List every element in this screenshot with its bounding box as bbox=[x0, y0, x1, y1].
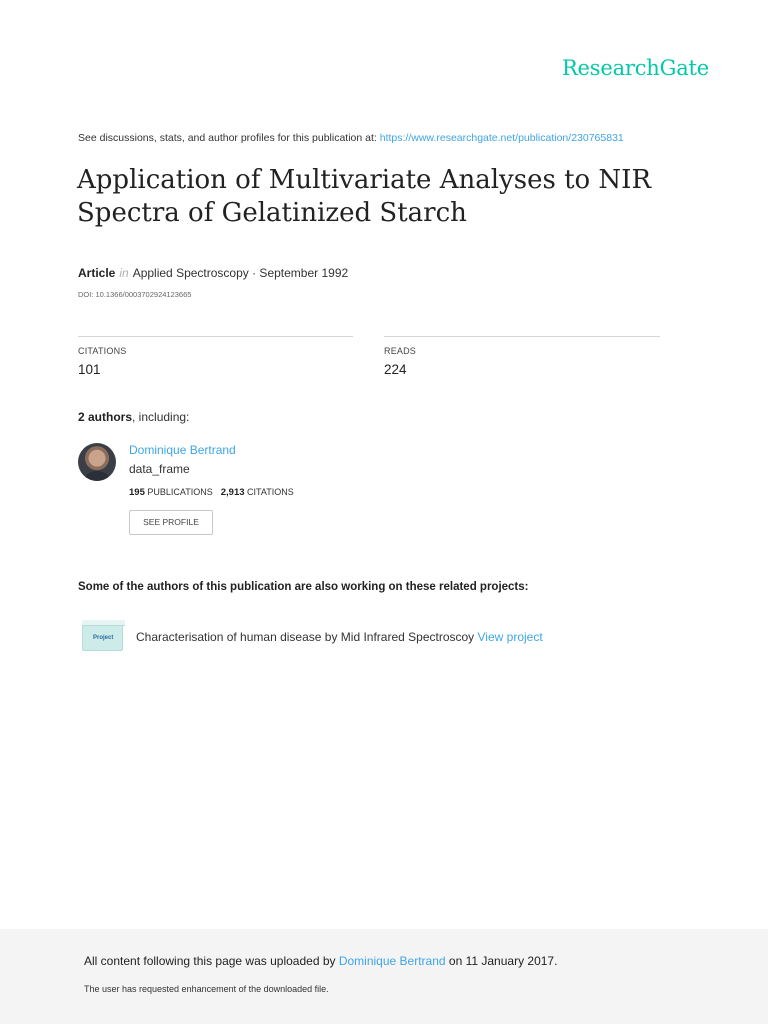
discussion-prefix: See discussions, stats, and author profiles for this publication at: bbox=[78, 132, 380, 144]
project-badge bbox=[82, 620, 123, 651]
citations-label: CITATIONS bbox=[78, 346, 127, 356]
authors-heading bbox=[78, 410, 189, 424]
enhancement-note: The user has requested enhancement of the downloaded file. bbox=[84, 984, 329, 994]
publication-url-link[interactable]: https://www.researchgate.net/publication/230765831 bbox=[379, 132, 624, 144]
footer-panel bbox=[0, 929, 768, 1024]
publication-meta bbox=[78, 266, 348, 280]
project-item bbox=[136, 630, 543, 644]
upload-prefix: All content following this page was uploaded by bbox=[84, 954, 339, 968]
author-name-link[interactable]: Dominique Bertrand bbox=[129, 443, 236, 457]
upload-suffix: on 11 January 2017. bbox=[445, 954, 558, 968]
researchgate-logo[interactable]: ResearchGate bbox=[561, 56, 709, 80]
uploader-link[interactable]: Dominique Bertrand bbox=[338, 954, 446, 968]
citations-divider bbox=[78, 336, 353, 337]
author-institution: data_frame bbox=[129, 462, 190, 476]
discussion-line bbox=[78, 132, 624, 144]
authors-count-rest: , including: bbox=[132, 410, 190, 424]
see-profile-button[interactable]: SEE PROFILE bbox=[129, 510, 213, 535]
author-publications-count: 195 bbox=[129, 487, 145, 498]
authors-count: 2 authors bbox=[78, 410, 133, 424]
reads-divider bbox=[384, 336, 660, 337]
author-citations-count: 2,913 bbox=[220, 487, 245, 498]
upload-note bbox=[84, 954, 557, 968]
project-badge-label: Project bbox=[93, 635, 114, 641]
related-projects-heading: Some of the authors of this publication are also working on these related projects: bbox=[78, 581, 529, 593]
in-word: in bbox=[119, 266, 129, 280]
project-title: Characterisation of human disease by Mid Infrared Spectroscoy bbox=[136, 630, 475, 644]
publication-type: Article bbox=[78, 266, 116, 280]
view-project-link[interactable]: View project bbox=[477, 630, 543, 644]
venue-date: Applied Spectroscopy · September 1992 bbox=[132, 266, 349, 280]
doi: DOI: 10.1366/0003702924123665 bbox=[78, 290, 192, 299]
reads-label: READS bbox=[384, 346, 417, 356]
author-publications-label: PUBLICATIONS bbox=[147, 487, 213, 497]
avatar[interactable] bbox=[78, 443, 116, 481]
author-stats bbox=[129, 487, 294, 498]
author-citations-label: CITATIONS bbox=[247, 487, 294, 497]
publication-title: Application of Multivariate Analyses to NIR Spectra of Gelatinized Starch bbox=[77, 165, 652, 228]
reads-value: 224 bbox=[384, 362, 407, 377]
citations-value: 101 bbox=[78, 362, 101, 377]
